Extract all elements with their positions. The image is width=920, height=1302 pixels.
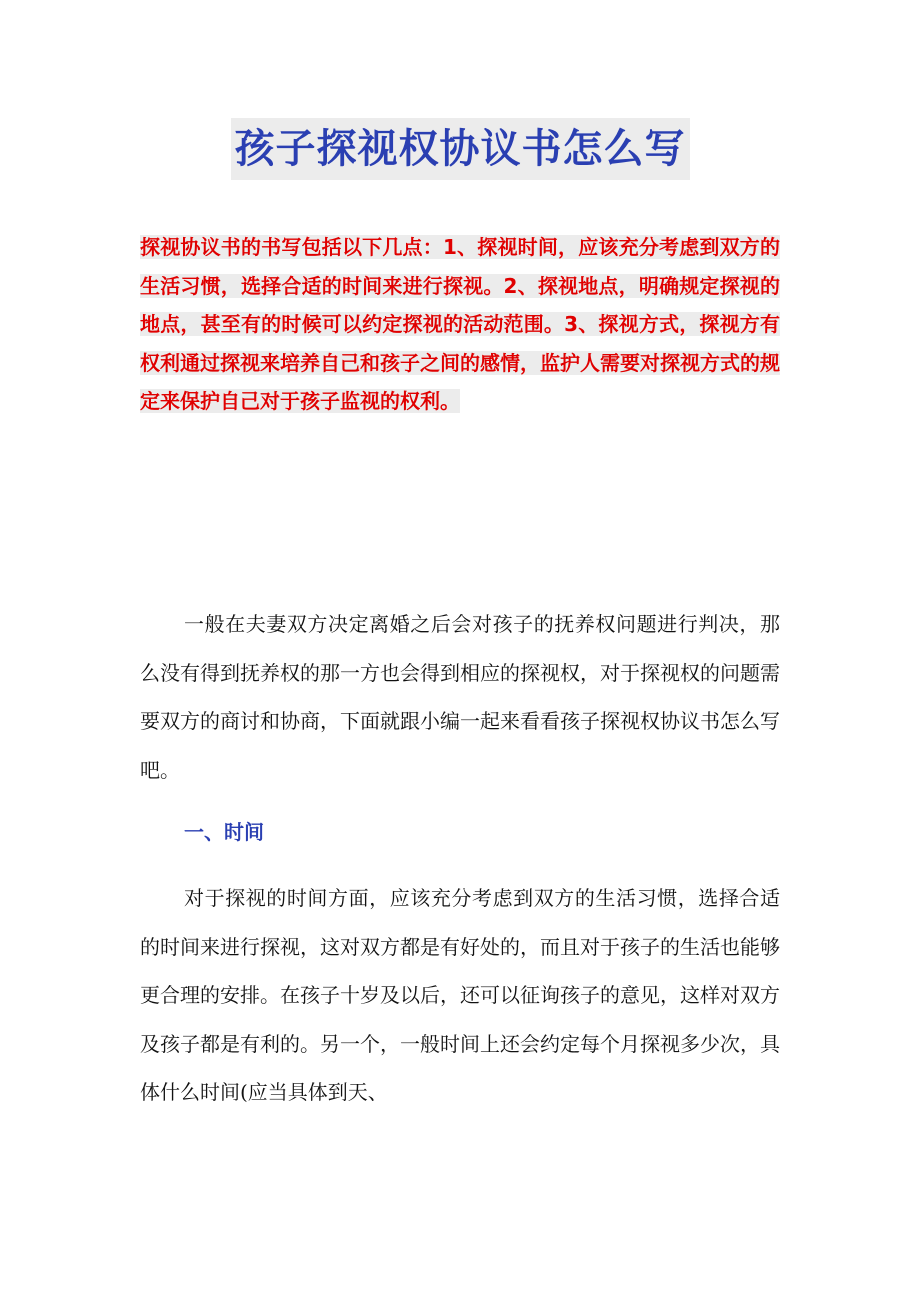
title-container xyxy=(0,118,920,180)
document-title: 孩子探视权协议书怎么写 xyxy=(231,118,690,180)
section-heading-time: 一、时间 xyxy=(184,820,264,844)
summary-text: 探视协议书的书写包括以下几点：1、探视时间，应该充分考虑到双方的生活习惯，选择合适的时间来进行探视。2、探视地点，明确规定探视的地点，甚至有的时候可以约定探视的活动范围。3、探视方式，探视方有权利通过探视来培养自己和孩子之间的感情，监护人需要对探视方式的规定来保护自己对于孩子监视的权利。 xyxy=(140,235,780,413)
summary-paragraph xyxy=(140,228,780,421)
intro-paragraph: 一般在夫妻双方决定离婚之后会对孩子的抚养权问题进行判决，那么没有得到抚养权的那一方也会得到相应的探视权，对于探视权的问题需要双方的商讨和协商，下面就跟小编一起来看看孩子探视权协议书怎么写吧。 xyxy=(140,612,780,782)
section-paragraph-time: 对于探视的时间方面，应该充分考虑到双方的生活习惯，选择合适的时间来进行探视，这对双方都是有好处的，而且对于孩子的生活也能够更合理的安排。在孩子十岁及以后，还可以征询孩子的意见，这样对双方及孩子都是有利的。另一个，一般时间上还会约定每个月探视多少次，具体什么时间(应当具体到天、 xyxy=(140,886,780,1104)
